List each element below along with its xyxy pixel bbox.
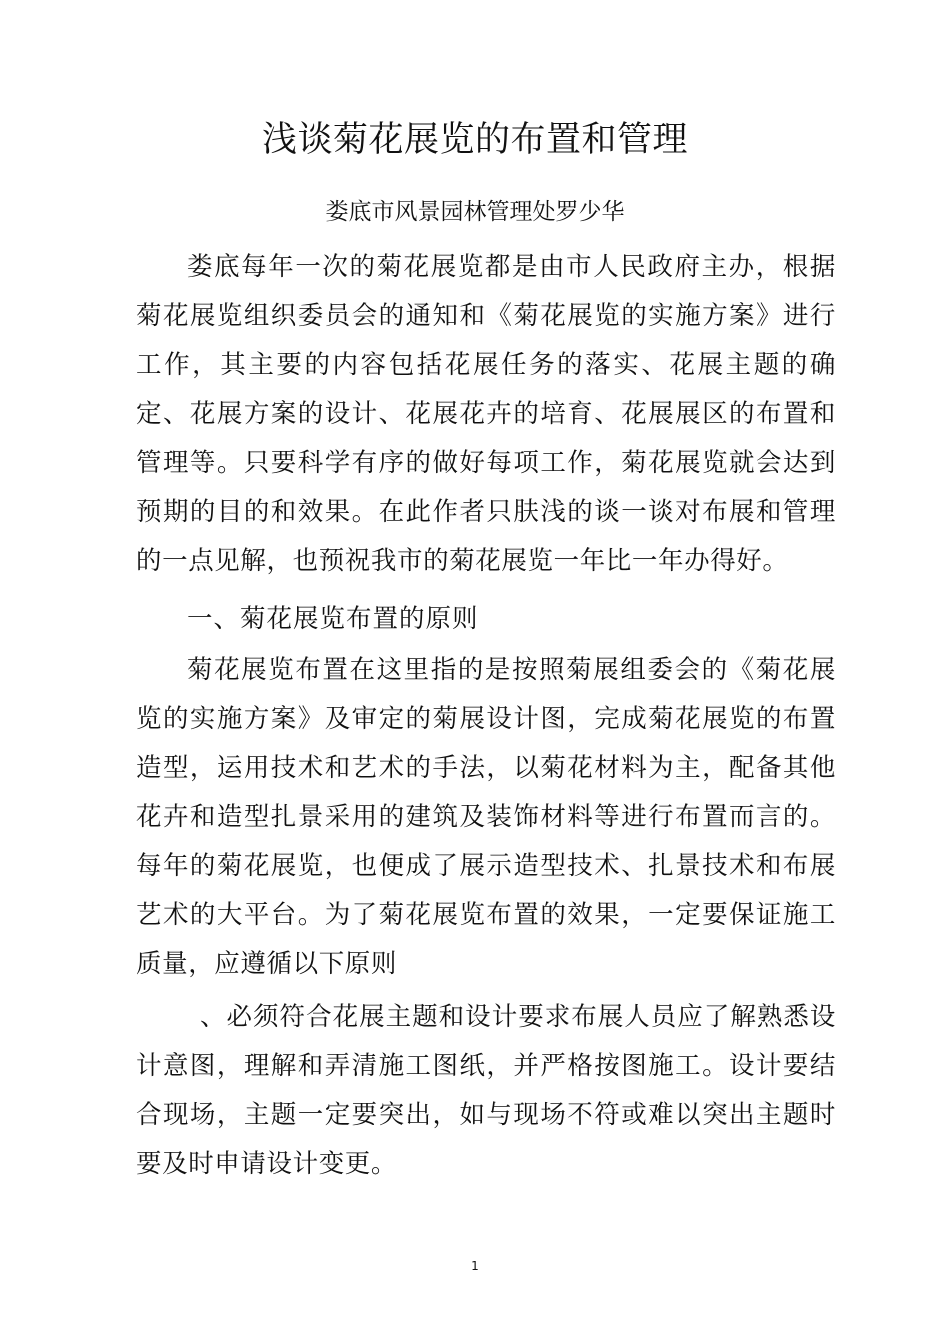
paragraph-principle-item: 、必须符合花展主题和设计要求布展人员应了解熟悉设计意图，理解和弄清施工图纸，并严格按图施工。设计要结合现场，主题一定要突出，如与现场不符或难以突出主题时要及时申请设计变更。 — [136, 1002, 836, 1179]
document-title: 浅谈菊花展览的布置和管理 — [261, 120, 688, 160]
document-author: 娄底市风景园林管理处罗少华 — [325, 199, 625, 225]
section-heading: 一、菊花展览布置的原则 — [187, 604, 479, 634]
paragraph-intro: 娄底每年一次的菊花展览都是由市人民政府主办，根据菊花展览组织委员会的通知和《菊花展览的实施方案》进行工作，其主要的内容包括花展任务的落实、花展主题的确定、花展方案的设计、花展花卉的培育、花展展区的布置和管理等。只要科学有序的做好每项工作，菊花展览就会达到预期的目的和效果。在此作者只肤浅的谈一谈对布展和管理的一点见解，也预祝我市的菊花展览一年比一年办得好。 — [136, 252, 836, 576]
paragraph-principles: 菊花展览布置在这里指的是按照菊展组委会的《菊花展览的实施方案》及审定的菊展设计图，完成菊花展览的布置造型，运用技术和艺术的手法，以菊花材料为主，配备其他花卉和造型扎景采用的建筑及装饰材料等进行布置而言的。每年的菊花展览，也便成了展示造型技术、扎景技术和布展艺术的大平台。为了菊花展览布置的效果，一定要保证施工质量，应遵循以下原则 — [136, 655, 836, 979]
page-number: 1 — [471, 1259, 479, 1273]
